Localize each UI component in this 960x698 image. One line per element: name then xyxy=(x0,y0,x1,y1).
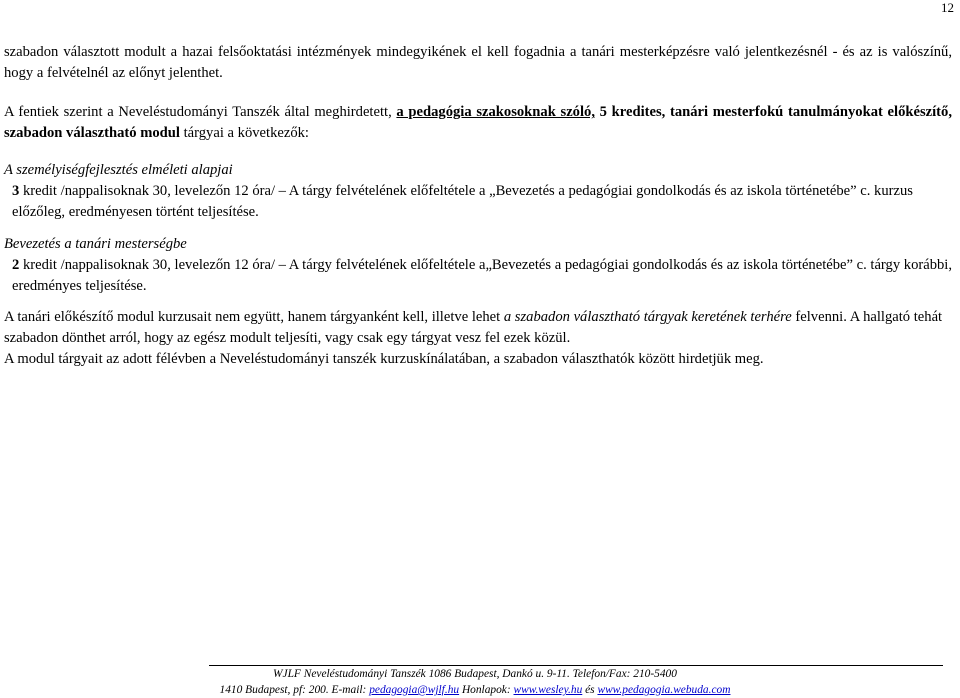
course-credit: 3 xyxy=(12,183,20,199)
page-number: 12 xyxy=(941,0,954,15)
footer-address: WJLF Neveléstudományi Tanszék 1086 Budapest, Dankó u. 9-11. Telefon/Fax: 210-5400 xyxy=(273,668,677,680)
paragraph-enrollment xyxy=(4,307,952,370)
email-link[interactable]: pedagogia@wjlf.hu xyxy=(369,684,460,696)
module-description-prefix: A fentiek szerint a Neveléstudományi Tanszék által meghirdetett, xyxy=(4,104,397,120)
website-link-wesley[interactable]: www.wesley.hu xyxy=(513,684,583,696)
footer-divider xyxy=(209,665,943,666)
course-details-text: kredit /nappalisoknak 30, levelezőn 12 óra/ – A tárgy felvételének előfeltétele a„Bevezetés a pedagógiai gondolkodás és az iskola történetébe” c. tárgy korábbi, eredményes teljesítése. xyxy=(12,257,952,294)
module-target-audience: a pedagógia szakosoknak szóló, xyxy=(396,104,595,120)
paragraph-intro xyxy=(4,42,952,84)
module-highlight: 5 kredites, tanári mesterfokú tanulmányokat előkészítő, szabadon választható modul xyxy=(4,104,952,141)
paragraph-intro-text: szabadon választott modult a hazai felsőoktatási intézmények mindegyikének el kell fogadnia a tanári mesterképzésre való jelentkezésnél - és az is valószínű, hogy a felvételnél az előnyt jelenthet. xyxy=(4,44,952,81)
paragraph-module-description xyxy=(4,102,952,144)
footer-contacts xyxy=(0,684,950,696)
website-link-pedagogia[interactable]: www.pedagogia.webuda.com xyxy=(597,684,731,696)
homepage-label: Honlapok: xyxy=(459,684,514,696)
footer-conjunction: és xyxy=(582,684,598,696)
enrollment-text xyxy=(4,307,952,349)
course-title: A személyiségfejlesztés elméleti alapjai xyxy=(4,162,233,178)
enrollment-announcement: A modul tárgyait az adott félévben a Neveléstudományi tanszék kurzuskínálatában, a szabadon választhatók között hirdetjük meg. xyxy=(4,351,764,367)
enrollment-suffix: felvenni. A hallgató tehát szabadon dönthet arról, hogy az egész modult teljesíti, vagy csak egy tárgyat vesz fel ezek közül. xyxy=(4,309,943,346)
footer-postal: 1410 Budapest, pf: 200. E-mail: xyxy=(219,684,370,696)
course-details-text: kredit /nappalisoknak 30, levelezőn 12 óra/ – A tárgy felvételének előfeltétele a „Bevezetés a pedagógiai gondolkodás és az iskola történetébe” c. kurzus előzőleg, eredményesen történt teljesítése. xyxy=(12,183,913,220)
enrollment-prefix: A tanári előkészítő modul kurzusait nem együtt, hanem tárgyanként kell, illetve lehet xyxy=(4,309,504,325)
course-personality-development xyxy=(4,160,952,223)
course-title: Bevezetés a tanári mesterségbe xyxy=(4,236,187,252)
module-description-suffix: tárgyai a következők: xyxy=(179,125,309,141)
course-details xyxy=(4,181,952,223)
course-teacher-profession xyxy=(4,234,952,297)
course-credit: 2 xyxy=(12,257,20,273)
course-details xyxy=(4,255,952,297)
enrollment-italic: a szabadon választható tárgyak keretének terhére xyxy=(503,309,792,325)
